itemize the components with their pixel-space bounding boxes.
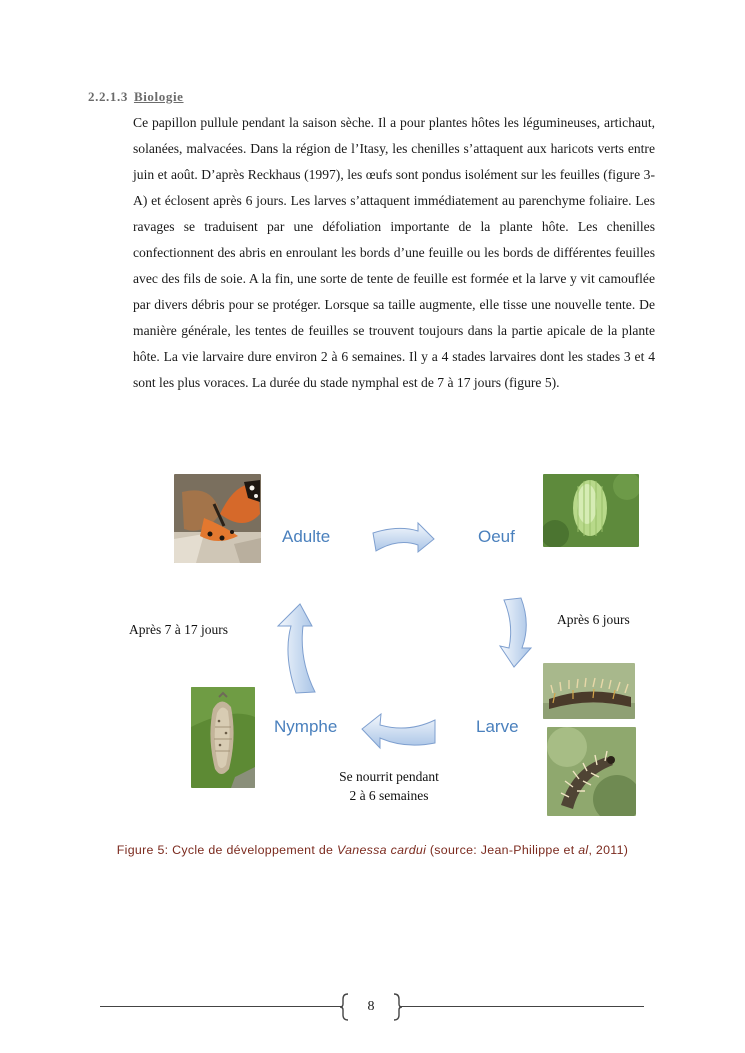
note-larva-duration (319, 767, 459, 805)
caption-al: al (578, 843, 589, 857)
body-paragraph: Ce papillon pullule pendant la saison sèche. Il a pour plantes hôtes les légumineuses, artichaut, solanées, malvacées. Dans la région de l’Itasy, les chenilles s’attaquent aux haricots verts entre juin et août. D’après Reckhaus (1997), les œufs sont pondus isolément sur les feuilles (figure 3-A) et éclosent après 6 jours. Les larves s’attaquent immédiatement au parenchyme foliaire. Les ravages se traduisent par une défoliation importante de la plante hôte. Les chenilles confectionnent des abris en enroulant les bords d’une feuille ou les bords de différentes feuilles avec des fils de soie. A la fin, une sorte de tente de feuille est formée et la larve y vit camouflée par divers débris pour se protéger. Lorsque sa taille augmente, elle tisse une nouvelle tente. De manière générale, les tentes de feuilles se trouvent toujours dans la partie apicale de la plante hôte. La vie larvaire dure environ 2 à 6 semaines. Il y a 4 stades larvaires dont les stades 3 et 4 sont les plus voraces. La durée du stade nymphal est de 7 à 17 jours (figure 5). (133, 115, 655, 390)
stage-label-pupa: Nymphe (274, 717, 338, 736)
caption-species: Vanessa cardui (336, 843, 427, 857)
arrow-egg-to-larva (500, 598, 531, 667)
larva-photo-2 (547, 727, 636, 816)
stage-label-egg: Oeuf (478, 527, 515, 546)
note-larva-line-1: Se nourrit pendant (339, 769, 439, 784)
arrow-adult-to-egg (373, 523, 434, 552)
egg-photo (543, 474, 639, 547)
caption-middle: (source: Jean-Philippe et (426, 843, 579, 857)
stage-label-larva: Larve (476, 717, 519, 736)
footer-rule-right (400, 1006, 644, 1007)
adult-butterfly-photo (174, 474, 261, 563)
pupa-photo (191, 687, 255, 788)
note-larva-line-2: 2 à 6 semaines (349, 788, 429, 803)
arrow-pupa-to-adult (278, 604, 315, 693)
section-number: 2.2.1.3 (88, 89, 128, 104)
figure-caption (0, 843, 745, 857)
caption-prefix: Figure 5: Cycle de développement de (116, 843, 337, 857)
caption-suffix: , 2011) (588, 843, 629, 857)
note-pupa-to-adult: Après 7 à 17 jours (129, 622, 228, 637)
page-number: 8 (367, 999, 375, 1014)
larva-photo-1 (543, 663, 635, 719)
footer-rule-left (100, 1006, 342, 1007)
stage-label-adult: Adulte (282, 527, 331, 546)
arrow-larva-to-pupa (362, 714, 435, 748)
section-title: Biologie (133, 89, 184, 104)
note-egg-to-larva: Après 6 jours (557, 612, 630, 627)
